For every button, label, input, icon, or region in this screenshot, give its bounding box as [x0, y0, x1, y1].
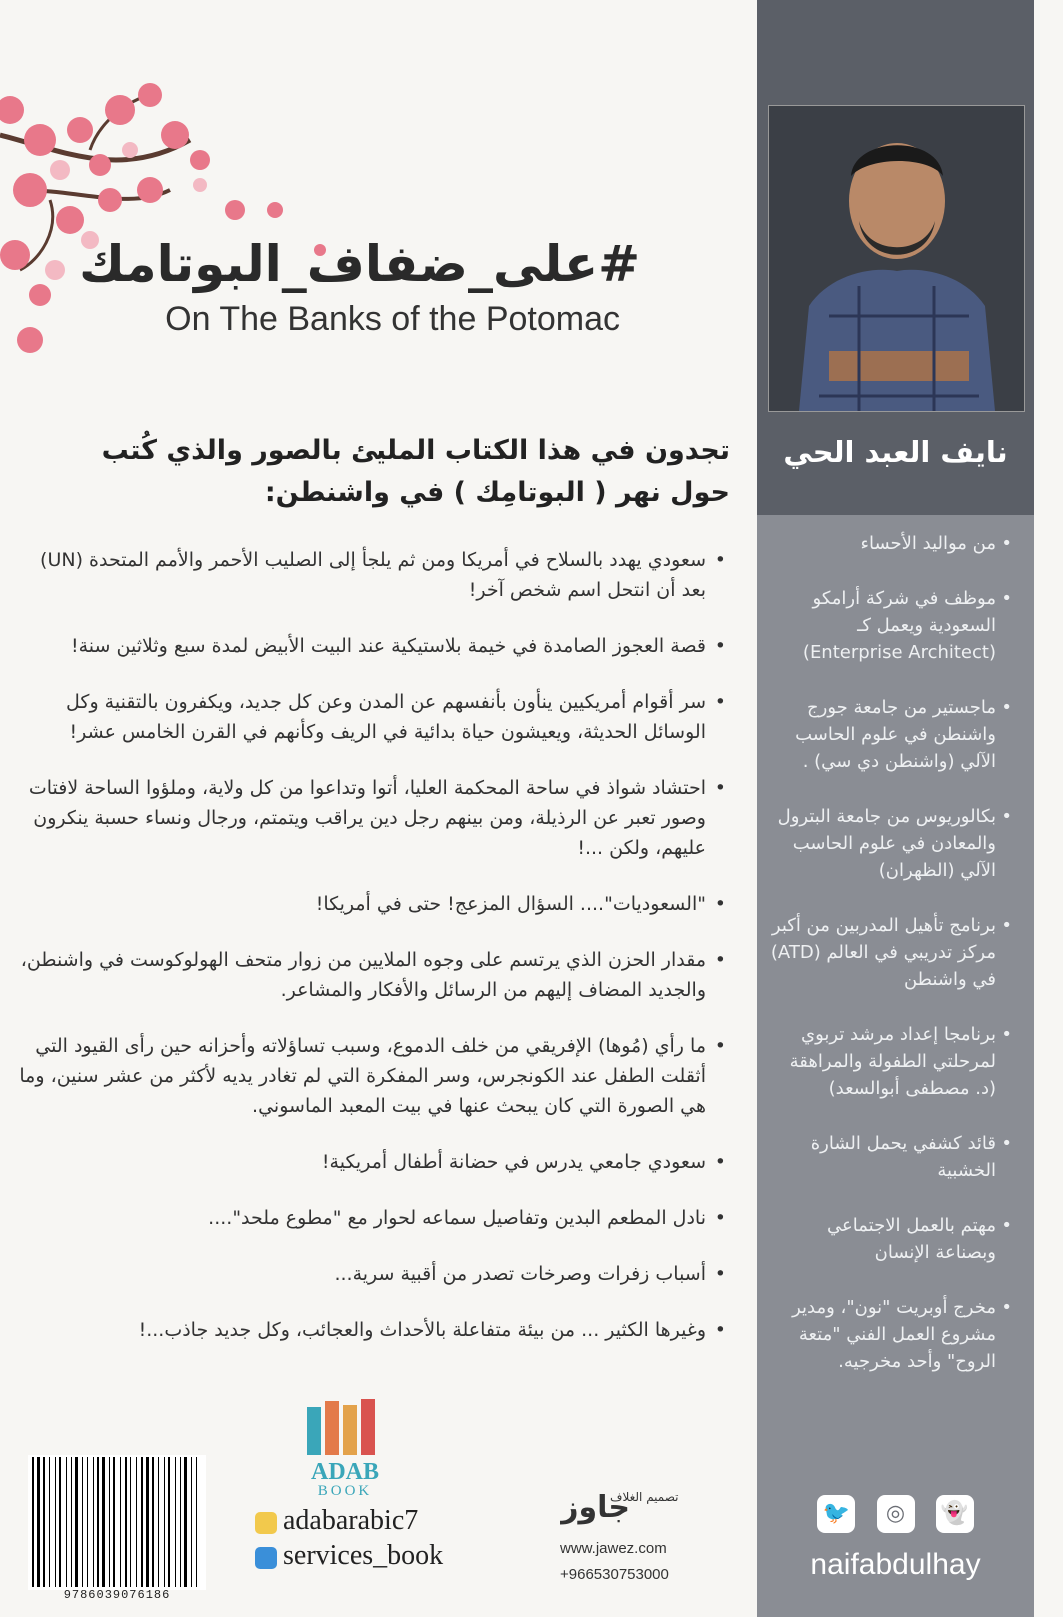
- twitter-icon: [255, 1547, 277, 1569]
- author-photo: [768, 105, 1025, 412]
- list-item: • سعودي يهدد بالسلاح في أمريكا ومن ثم يلجأ إلى الصليب الأحمر والأمم المتحدة (UN) بعد أن انتحل اسم شخص آخر!: [10, 545, 730, 605]
- list-item: • "السعوديات".... السؤال المزعج! حتى في أمريكا!: [10, 889, 730, 919]
- design-website: www.jawez.com: [560, 1540, 667, 1557]
- publisher-twitter-instagram: [255, 1540, 443, 1572]
- bio-item: • قائد كشفي يحمل الشارة الخشبية: [767, 1130, 1012, 1184]
- bio-item: • ماجستير من جامعة جورج واشنطن في علوم الحاسب الآلي (واشنطن دي سي) .: [767, 694, 1012, 775]
- author-social-handle: naifabdulhay: [810, 1548, 981, 1581]
- list-item: • سر أقوام أمريكيين ينأون بأنفسهم عن المدن وعن كل جديد، ويكفرون بالتقنية وكل الوسائل الحديثة، ويعيشون حياة بدائية في الريف وكأنهم في القرن الخامس عشر!: [10, 687, 730, 747]
- adab-book-logo: [305, 1397, 385, 1457]
- book-title-english: On The Banks of the Potomac: [165, 300, 620, 338]
- bio-item: • مخرج أوبريت "نون"، ومدير مشروع العمل الفني "متعة الروح" وأحد مخرجيه.: [767, 1294, 1012, 1375]
- list-item: • أسباب زفرات وصرخات تصدر من أقبية سرية...: [10, 1259, 730, 1289]
- author-name: نايف العبد الحي: [783, 435, 1008, 469]
- list-item: • قصة العجوز الصامدة في خيمة بلاستيكية عند البيت الأبيض لمدة سبع وثلاثين سنة!: [10, 631, 730, 661]
- snapchat-icon: [255, 1512, 277, 1534]
- list-item: • ما رأي (مُوها) الإفريقي من خلف الدموع، وسبب تساؤلاته وأحزانه حين رأى القيود التي أثقلت الطفل عند الكونجرس، وسر المفكرة التي لم تغادر يديه لأكثر من عشر سنين، وما هي الصورة التي كان يبحث عنها في بيت المعبد الماسوني.: [10, 1031, 730, 1121]
- author-social-icons: [757, 1495, 1034, 1533]
- bio-item: • من مواليد الأحساء: [767, 530, 1012, 557]
- isbn-barcode: [28, 1455, 206, 1590]
- list-item: • مقدار الحزن الذي يرتسم على وجوه الملايين من زوار متحف الهولوكوست في واشنطن، والجديد المضاف إليهم من الرسائل والأفكار والمشاعر.: [10, 945, 730, 1005]
- list-item: • سعودي جامعي يدرس في حضانة أطفال أمريكية!: [10, 1147, 730, 1177]
- intro-text: تجدون في هذا الكتاب المليئ بالصور والذي كُتب حول نهر ( البوتامِك ) في واشنطن:: [101, 435, 730, 508]
- bio-item: • بكالوريوس من جامعة البترول والمعادن في علوم الحاسب الآلي (الظهران): [767, 803, 1012, 884]
- isbn-number: 9786039076186: [63, 1588, 171, 1602]
- list-item: • احتشاد شواذ في ساحة المحكمة العليا، أتوا وتداعوا من كل ولاية، وملؤوا الساحة لافتات وصور تعبر عن الرذيلة، ومن بينهم رجل دين يراقب ويتمتم، ورجال ونساء حسبة ينكرون عليهم، ولكن ...!: [10, 773, 730, 863]
- publisher-name: ADAB: [310, 1459, 379, 1485]
- design-phone: +966530753000: [560, 1566, 669, 1583]
- highlights-list: [10, 545, 730, 1371]
- bio-item: • برنامجا إعداد مرشد تربوي لمرحلتي الطفولة والمراهقة (د. مصطفى أبوالسعد): [767, 1021, 1012, 1102]
- publisher-services-handle: services_book: [283, 1540, 444, 1571]
- publisher-sub: BOOK: [317, 1483, 373, 1499]
- twitter-icon: 🐦: [817, 1495, 855, 1533]
- author-bio-list: [767, 530, 1012, 1403]
- bio-item: • برنامج تأهيل المدربين من أكبر مركز تدريبي في العالم (ATD) في واشنطن: [767, 912, 1012, 993]
- list-item: • وغيرها الكثير ... من بيئة متفاعلة بالأحداث والعجائب، وكل جديد جاذب...!: [10, 1315, 730, 1345]
- cover-design-label: تصميم الغلاف: [610, 1490, 679, 1504]
- publisher-snapchat-handle: adabarabic7: [283, 1505, 419, 1536]
- snapchat-icon: 👻: [936, 1495, 974, 1533]
- bio-item: • مهتم بالعمل الاجتماعي وبصناعة الإنسان: [767, 1212, 1012, 1266]
- book-title-arabic: #على_ضفاف_البوتامك: [79, 235, 640, 293]
- list-item: • نادل المطعم البدين وتفاصيل سماعه لحوار مع "مطوع ملحد"....: [10, 1203, 730, 1233]
- publisher-snapchat: [255, 1505, 418, 1537]
- bio-item: • موظف في شركة أرامكو السعودية ويعمل كـ (Enterprise Architect): [767, 585, 1012, 666]
- instagram-icon: ◎: [877, 1495, 915, 1533]
- jawez-logo: جاوز: [561, 1490, 630, 1525]
